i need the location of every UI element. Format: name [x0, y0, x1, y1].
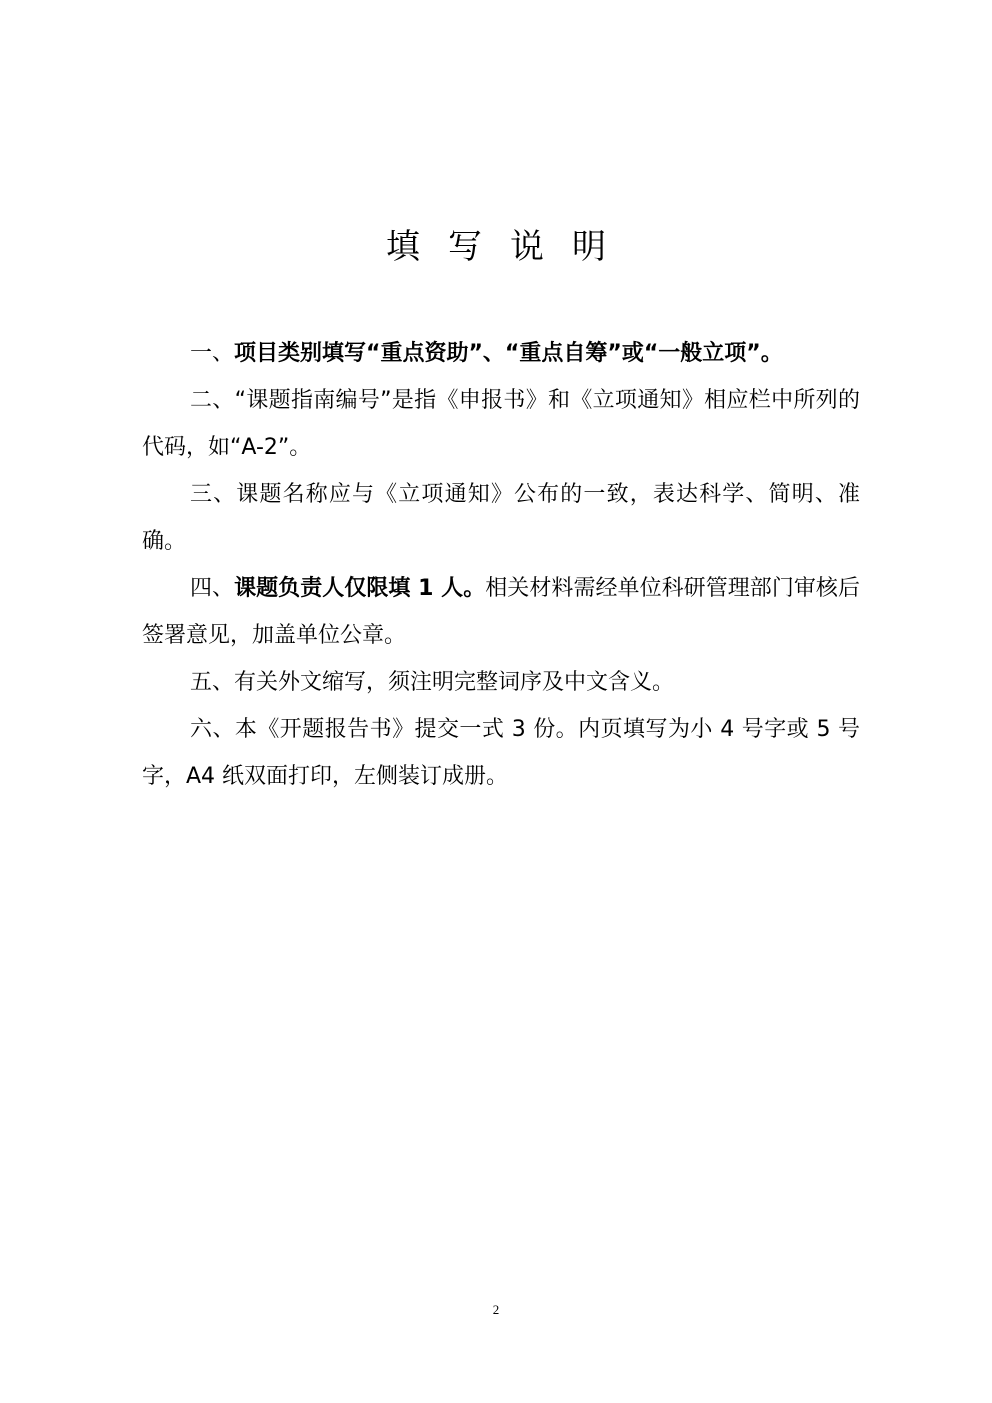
item-text: 课题名称应与《立项通知》公布的一致，表达科学、简明、准确。	[142, 482, 860, 554]
item-text: 有关外文缩写，须注明完整词序及中文含义。	[234, 670, 675, 695]
item-text: “课题指南编号”是指《申报书》和《立项通知》相应栏中所列的代码，如“A-2”。	[142, 388, 860, 460]
instruction-item-1	[142, 330, 860, 377]
item-number: 五、	[190, 670, 235, 695]
item-text: 相关材料需经单位科研管理部门审核后签署意见，加盖单位公章。	[142, 576, 860, 648]
page-title: 填写说明	[386, 227, 634, 267]
instructions-list	[142, 330, 860, 800]
instruction-item-4	[142, 565, 860, 659]
item-bold-text: 课题负责人仅限填 1 人。	[234, 576, 486, 601]
item-number: 六、	[190, 717, 235, 742]
item-number: 三、	[190, 482, 237, 507]
instruction-item-5	[142, 659, 860, 706]
item-number: 二、	[190, 388, 235, 413]
item-text: 本《开题报告书》提交一式 3 份。内页填写为小 4 号字或 5 号字，A4 纸双面打印，左侧装订成册。	[142, 717, 860, 789]
page-number: 2	[492, 1302, 500, 1317]
instruction-item-6	[142, 706, 860, 800]
item-number: 四、	[190, 576, 235, 601]
instruction-item-3	[142, 471, 860, 565]
item-bold-text: 项目类别填写“重点资助”、“重点自筹”或“一般立项”。	[234, 341, 783, 366]
instruction-item-2	[142, 377, 860, 471]
item-number: 一、	[190, 341, 235, 366]
